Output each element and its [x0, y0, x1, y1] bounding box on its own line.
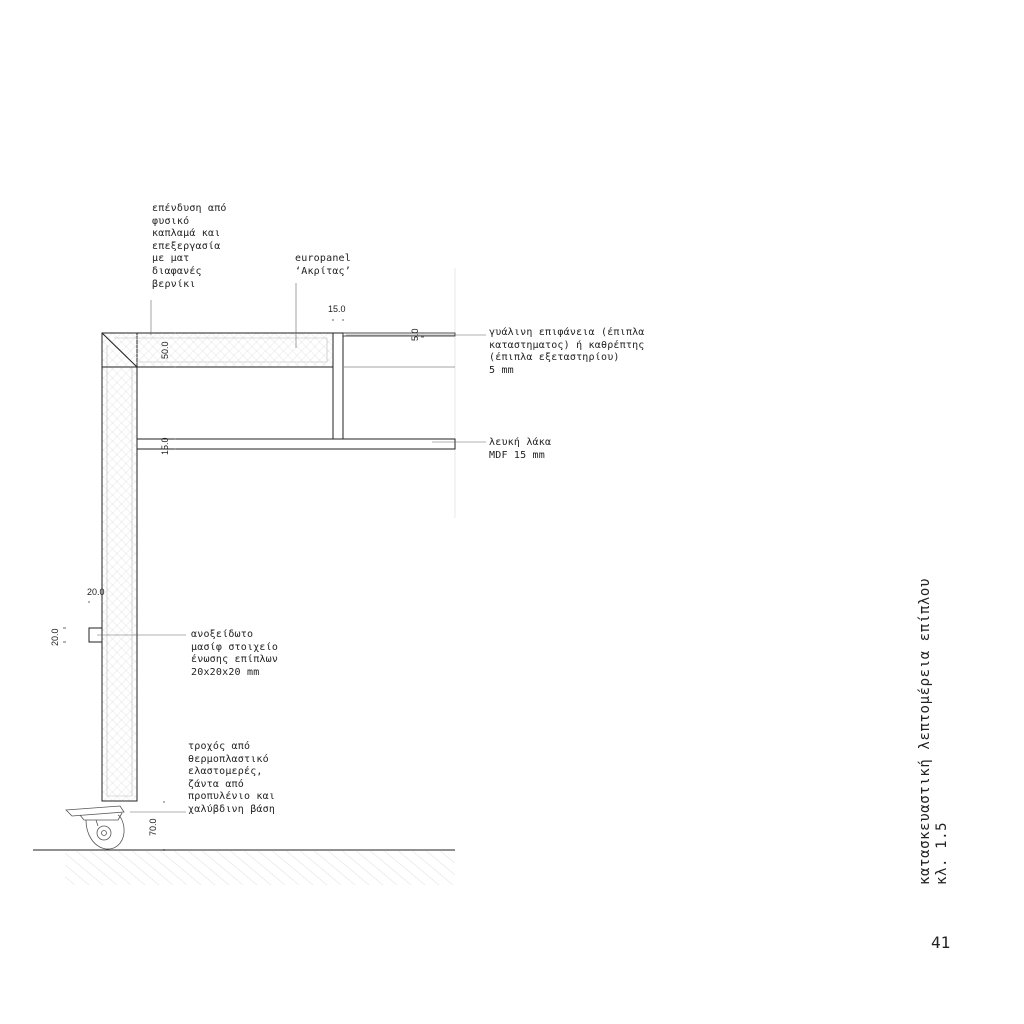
dimension-shelf-thickness: 15.0 — [160, 437, 170, 455]
castor-wheel — [66, 806, 124, 849]
ground-hatching — [65, 851, 455, 885]
europanel-annotation: europanel ‘Ακρίτας’ — [295, 253, 351, 277]
dimension-top-thickness: 50.0 — [160, 341, 170, 359]
veneer-annotation: επένδυση από φυσικό καπλαμά και επεξεργασία με ματ διαφανές βερνίκι — [152, 203, 227, 290]
dimension-glass-thickness: 5.0 — [410, 328, 420, 341]
drawing-title: κατασκευαστική λεπτομέρεια επίπλου κλ. 1.5 — [917, 578, 950, 885]
glass-surface — [343, 333, 455, 336]
dimension-wheel-height: 70.0 — [148, 818, 158, 836]
divider-panel — [333, 333, 343, 439]
dimension-top-width: 15.0 — [328, 304, 346, 314]
page-number: 41 — [931, 933, 951, 952]
glass-annotation: γυάλινη επιφάνεια (έπιπλα καταστηματος) ή καθρέπτης (έπιπλα εξεταστηρίου) 5 mm — [489, 327, 645, 376]
steel-block-annotation: ανοξείδωτο μασίφ στοιχείο ένωσης επίπλων 20x20x20 mm — [191, 629, 279, 678]
mdf-shelf — [137, 439, 455, 449]
dimension-block-width: 20.0 — [87, 587, 105, 597]
wheel-annotation: τροχός από θερμοπλαστικό ελαστομερές, ζάντα από προπυλένιο και χαλύβδινη βάση — [188, 741, 276, 815]
lacquer-annotation: λευκή λάκα MDF 15 mm — [489, 437, 552, 461]
dimension-block-height: 20.0 — [50, 628, 60, 646]
